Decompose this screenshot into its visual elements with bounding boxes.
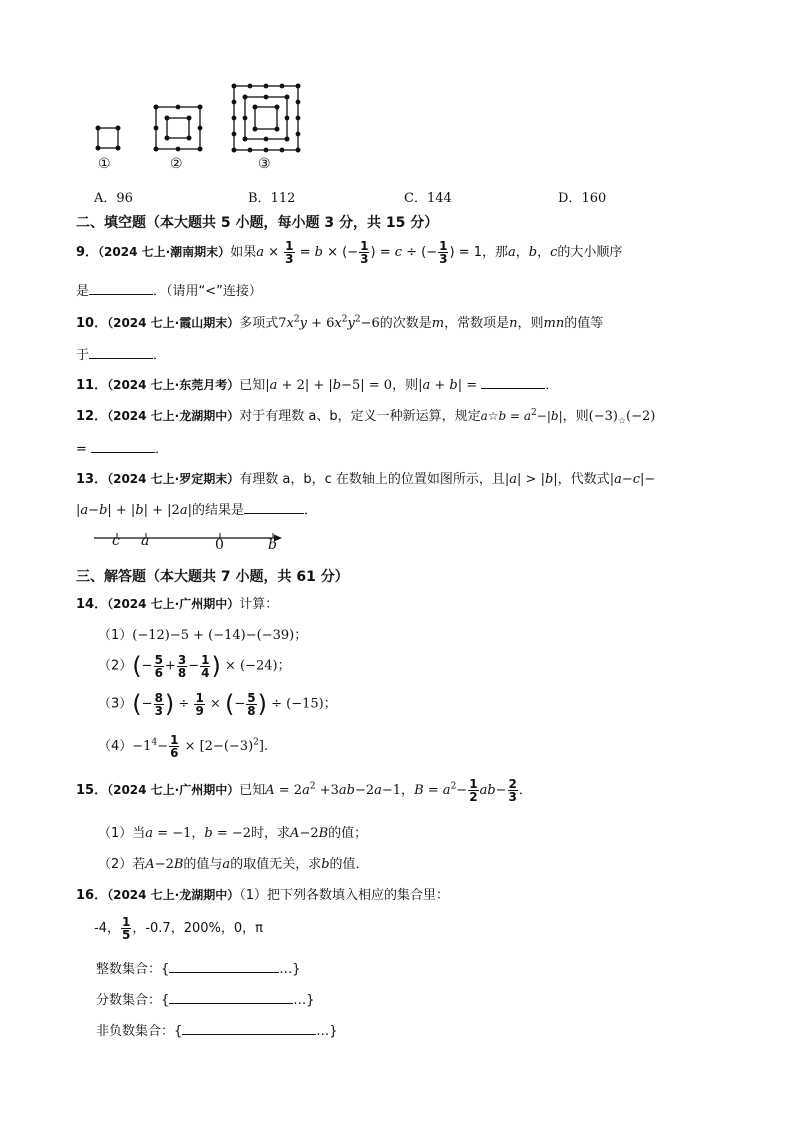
set-fraction: 分数集合：{ …} xyxy=(96,989,315,1008)
dot xyxy=(165,136,170,141)
dot xyxy=(232,148,237,153)
dot xyxy=(176,147,181,152)
q16-numbers: -4， $\frac{1}{5}$ ，-0.7，200%，0，π xyxy=(94,915,263,942)
dot xyxy=(96,146,101,151)
dot xyxy=(296,116,301,121)
square-dot-figure xyxy=(88,80,318,176)
q14-part3: （3）(− $\frac{8}{3}$ ) ÷ $\frac{1}{9}$ × (− $\frac{5}{8}$ ) ÷ (−15)； xyxy=(98,690,337,718)
dot xyxy=(187,116,192,121)
q16-header: 16．（2024 七上·龙湖期中）（1）把下列各数填入相应的集合里： xyxy=(76,888,450,903)
dot xyxy=(264,84,269,89)
option-c: C．144 xyxy=(404,191,452,206)
dot xyxy=(116,146,121,151)
dot xyxy=(296,132,301,137)
q15-line1: 15．（2024 七上·广州期中）已知$A = 2a^2 +3ab-2a-1$，$B = a^2-$ $\frac{1}{2}$ ab− $\frac{2}{3}$ ． xyxy=(76,777,532,804)
dot xyxy=(154,126,159,131)
q10-line2: 于 ． xyxy=(76,344,166,363)
dot xyxy=(165,116,170,121)
dot xyxy=(248,148,253,153)
figure-label-2: ② xyxy=(170,156,183,172)
q15-part1: （1）当a = −1，b = −2时，求A−2B的值； xyxy=(98,826,368,841)
dot xyxy=(187,136,192,141)
dot xyxy=(264,148,269,153)
q9-line2: 是 ．（请用“<”连接） xyxy=(76,280,262,299)
dot xyxy=(243,137,248,142)
dot xyxy=(232,116,237,121)
section3-title: 三、解答题（本大题共 7 小题，共 61 分） xyxy=(76,569,349,585)
answer-blank[interactable] xyxy=(244,499,304,514)
dot xyxy=(296,100,301,105)
q14-part2: （2）(− $\frac{5}{6}$ + $\frac{3}{8}$ − $\frac{1}{4}$ ) × (−24)； xyxy=(98,652,291,680)
axis-label-0: 0 xyxy=(215,537,224,553)
dot xyxy=(198,105,203,110)
dot xyxy=(232,84,237,89)
option-b: B．112 xyxy=(248,191,296,206)
q13-line2: |a−b| + |b| + |2a|的结果是 ． xyxy=(76,499,317,518)
dot xyxy=(253,105,258,110)
dot xyxy=(232,132,237,137)
dot xyxy=(248,84,253,89)
q14-part4: $(4)-1^4-$ $\frac{1}{6}$ × $[2-(-3)^2]$. xyxy=(98,733,269,760)
set-blank[interactable] xyxy=(182,1020,316,1035)
dot xyxy=(198,126,203,131)
option-d: D．160 xyxy=(558,191,607,206)
dot xyxy=(198,147,203,152)
figure-label-3: ③ xyxy=(258,156,271,172)
dot xyxy=(275,105,280,110)
answer-blank[interactable] xyxy=(89,344,153,359)
figure-label-1: ① xyxy=(98,156,111,172)
dot xyxy=(296,84,301,89)
q11-line: 11．（2024 七上·东莞月考）已知|a + 2| + |b−5| = 0，则|a + b| = ． xyxy=(76,374,558,393)
dot xyxy=(264,95,269,100)
number-line xyxy=(90,530,290,552)
answer-blank[interactable] xyxy=(89,280,153,295)
axis-label-b: b xyxy=(268,537,277,553)
axis-label-a: a xyxy=(141,533,150,549)
axis-label-c: c xyxy=(112,533,120,549)
dot xyxy=(253,127,258,132)
dot xyxy=(176,105,181,110)
q10-line1: 10．（2024 七上·霞山期末）多项式$7x^2y + 6x^2y^2-6$的次数是m，常数项是n，则mn的值等 xyxy=(76,314,604,331)
option-a: A．96 xyxy=(94,191,133,206)
q14-header: 14．（2024 七上·广州期中）计算： xyxy=(76,597,279,612)
q13-line1: 13．（2024 七上·罗定期末）有理数 a，b，c 在数轴上的位置如图所示，且|a| > |b|，代数式|a−c|− xyxy=(76,472,656,487)
dot xyxy=(296,148,301,153)
dot xyxy=(264,137,269,142)
answer-blank[interactable] xyxy=(91,438,155,453)
dot xyxy=(154,147,159,152)
dot xyxy=(116,126,121,131)
q15-part2: （2）若A−2B的值与a的取值无关，求b的值． xyxy=(98,857,369,872)
dot xyxy=(280,148,285,153)
dot xyxy=(280,84,285,89)
dot xyxy=(243,116,248,121)
section2-title: 二、填空题（本大题共 5 小题，每小题 3 分，共 15 分） xyxy=(76,215,439,231)
dot xyxy=(232,100,237,105)
dot xyxy=(154,105,159,110)
dot xyxy=(285,137,290,142)
dot xyxy=(285,116,290,121)
dot xyxy=(275,127,280,132)
q12-line1: 12．（2024 七上·龙湖期中）对于有理数 a、b，定义一种新运算，规定a☆b = $a^2-|b|$，则$(-3)_☆(-2)$ xyxy=(76,408,656,427)
q14-part1: （1）(−12)−5 + (−14)−(−39)； xyxy=(98,628,308,643)
dot xyxy=(243,95,248,100)
dot xyxy=(96,126,101,131)
set-blank[interactable] xyxy=(169,989,293,1004)
q9-line1: 9．（2024 七上·潮南期末）如果a × $\frac{1}{3}$ = b × (− $\frac{1}{3}$ ) = c ÷ (− $\frac{1}{3}$ ) = 1，那a，b，c的大小顺序 xyxy=(76,239,623,266)
set-blank[interactable] xyxy=(169,958,279,973)
set-nonnegative: 非负数集合：{ …} xyxy=(96,1020,338,1039)
q12-line2: = ． xyxy=(76,438,168,457)
dot xyxy=(285,95,290,100)
answer-blank[interactable] xyxy=(481,374,545,389)
set-integer: 整数集合：{ …} xyxy=(96,958,301,977)
